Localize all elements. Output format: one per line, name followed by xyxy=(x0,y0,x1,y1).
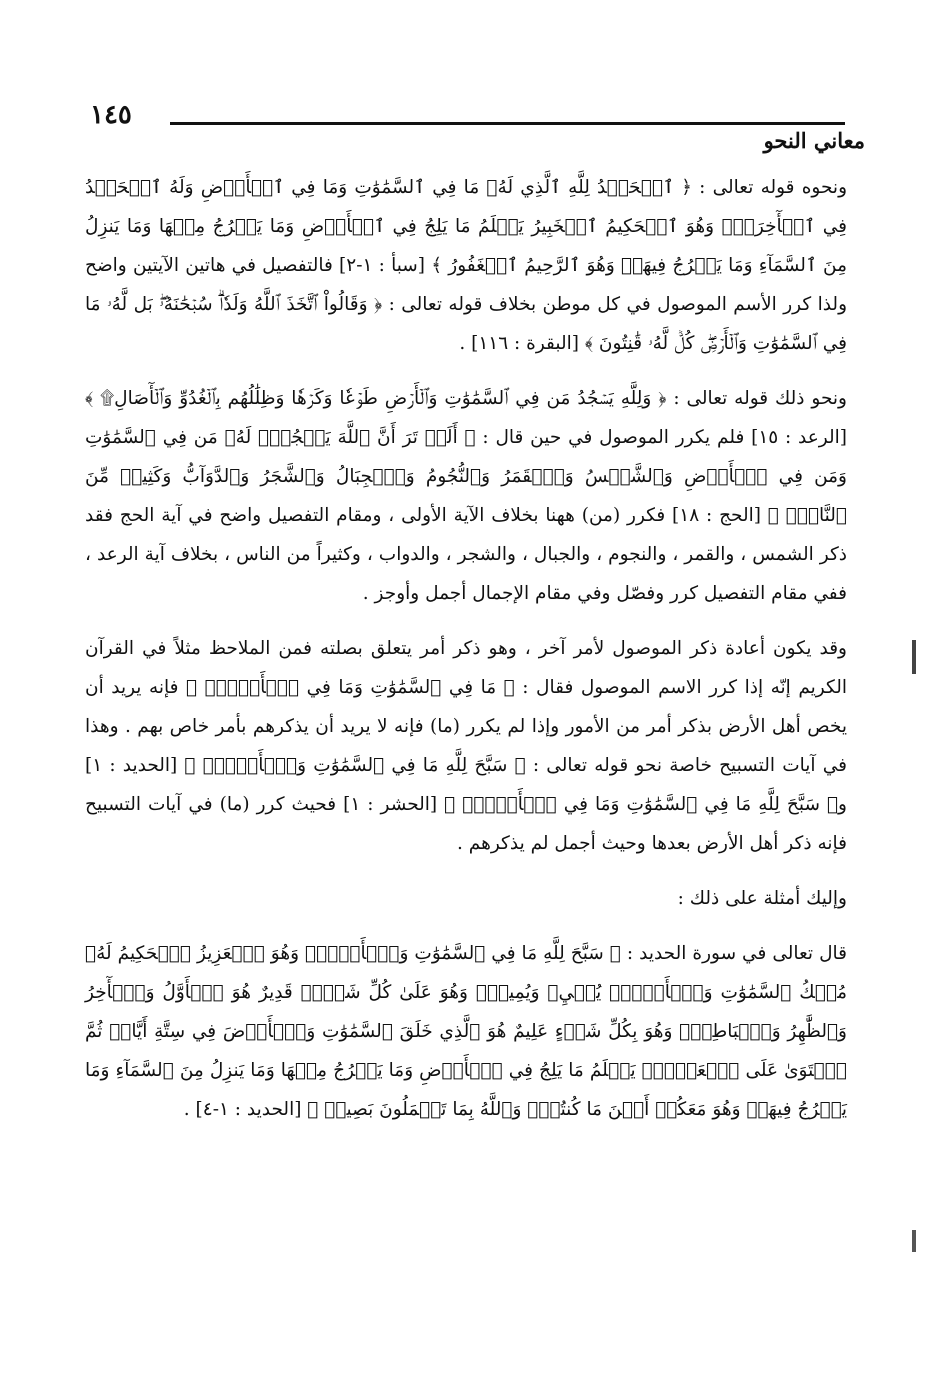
scan-edge-mark xyxy=(912,1230,916,1252)
running-title: معاني النحو xyxy=(763,128,865,153)
paragraph-5: قال تعالى في سورة الحديد : ﴿ سَبَّحَ لِلَّهِ مَا فِي ٱلسَّمَٰوَٰتِ وَٱلۡأَرۡضِۖ وَهُوَ ٱلۡعَزِيزُ ٱلۡحَكِيمُ لَهُۥ مُلۡكُ ٱلسَّمَٰوَٰتِ وَٱلۡأَرۡضِۖ يُحۡيِۦ وَيُمِيتُۖ وَهُوَ عَلَىٰ كُلِّ شَيۡءٖ قَدِيرٌ هُوَ ٱلۡأَوَّلُ وَٱلۡأٓخِرُ وَٱلظَّٰهِرُ وَٱلۡبَاطِنُۖ وَهُوَ بِكُلِّ شَيۡءٍ عَلِيمٌ هُوَ ٱلَّذِي خَلَقَ ٱلسَّمَٰوَٰتِ وَٱلۡأَرۡضَ فِي سِتَّةِ أَيَّامٖ ثُمَّ ٱسۡتَوَىٰ عَلَى ٱلۡعَرۡشِۖ يَعۡلَمُ مَا يَلِجُ فِي ٱلۡأَرۡضِ وَمَا يَخۡرُجُ مِنۡهَا وَمَا يَنزِلُ مِنَ ٱلسَّمَآءِ وَمَا يَعۡرُجُ فِيهَاۖ وَهُوَ مَعَكُمۡ أَيۡنَ مَا كُنتُمۡۚ وَٱللَّهُ بِمَا تَعۡمَلُونَ بَصِيرٞ ﴾ [الحديد : ١-٤] . xyxy=(85,943,847,1120)
paragraph-3: وقد يكون أعادة ذكر الموصول لأمر آخر ، وهو ذكر أمر يتعلق بصلته فمن الملاحظ مثلاً في القرآن الكريم إنّه إذا كرر الاسم الموصول فقال : ﴿ مَا فِي ٱلسَّمَٰوَٰتِ وَمَا فِي ٱلۡأَرۡضِۗ ﴾ فإنه يريد أن يخص أهل الأرض بذكر أمر من الأمور وإذا لم يكرر (ما) فإنه لا يريد أن يذكرهم بأمر خاص بهم . وهذا في آيات التسبيح خاصة نحو قوله تعالى : ﴿ سَبَّحَ لِلَّهِ مَا فِي ٱلسَّمَٰوَٰتِ وَٱلۡأَرۡضِۖ ﴾ [الحديد : ١] و﴿ سَبَّحَ لِلَّهِ مَا فِي ٱلسَّمَٰوَٰتِ وَمَا فِي ٱلۡأَرۡضِۖ ﴾ [الحشر : ١] فحيث كرر (ما) في آيات التسبيح فإنه ذكر أهل الأرض بعدها وحيث أجمل لم يذكرهم . xyxy=(85,638,847,854)
header-rule xyxy=(170,122,845,125)
page-number: ١٤٥ xyxy=(90,100,132,130)
paragraph-4: وإليك أمثلة على ذلك : xyxy=(677,888,847,909)
scan-edge-mark xyxy=(912,640,916,674)
paragraph-1: ونحوه قوله تعالى : ﴿ ٱلۡحَمۡدُ لِلَّهِ ٱلَّذِي لَهُۥ مَا فِي ٱلسَّمَٰوَٰتِ وَمَا فِي ٱلۡأَرۡضِ وَلَهُ ٱلۡحَمۡدُ فِي ٱلۡأٓخِرَةِۚ وَهُوَ ٱلۡحَكِيمُ ٱلۡخَبِيرُ يَعۡلَمُ مَا يَلِجُ فِي ٱلۡأَرۡضِ وَمَا يَخۡرُجُ مِنۡهَا وَمَا يَنزِلُ مِنَ ٱلسَّمَآءِ وَمَا يَعۡرُجُ فِيهَاۚ وَهُوَ ٱلرَّحِيمُ ٱلۡغَفُورُ ﴾ [سبأ : ١-٢] فالتفصيل في هاتين الآيتين واضح ولذا كرر الأسم الموصول في كل موطن بخلاف قوله تعالى : ﴿ وَقَالُواْ ٱتَّخَذَ ٱللَّهُ وَلَدٗاۗ سُبۡحَٰنَهُۥۖ بَل لَّهُۥ مَا فِي ٱلسَّمَٰوَٰتِ وَٱلۡأَرۡضِۖ كُلّٞ لَّهُۥ قَٰنِتُونَ ﴾ [البقرة : ١١٦] . xyxy=(85,177,847,354)
page-header xyxy=(90,100,865,160)
paragraph-2: ونحو ذلك قوله تعالى : ﴿ وَلِلَّهِ يَسۡجُدُ مَن فِي ٱلسَّمَٰوَٰتِ وَٱلۡأَرۡضِ طَوۡعٗا وَكَرۡهٗا وَظِلَٰلُهُم بِٱلۡغُدُوِّ وَٱلۡأٓصَالِ۩ ﴾ [الرعد : ١٥] فلم يكرر الموصول في حين قال : ﴿ أَلَمۡ تَرَ أَنَّ ٱللَّهَ يَسۡجُدُۤ لَهُۥ مَن فِي ٱلسَّمَٰوَٰتِ وَمَن فِي ٱلۡأَرۡضِ وَٱلشَّمۡسُ وَٱلۡقَمَرُ وَٱلنُّجُومُ وَٱلۡجِبَالُ وَٱلشَّجَرُ وَٱلدَّوَآبُّ وَكَثِيرٞ مِّنَ ٱلنَّاسِۖ ﴾ [الحج : ١٨] فكرر (من) ههنا بخلاف الآية الأولى ، ومقام التفصيل واضح في آية الحج فقد ذكر الشمس ، والقمر ، والنجوم ، والجبال ، والشجر ، والدواب ، وكثيراً من الناس ، بخلاف آية الرعد ، ففي مقام التفصيل كرر وفصّل وفي مقام الإجمال أجمل وأوجز . xyxy=(85,388,848,604)
body-text xyxy=(85,168,847,1145)
